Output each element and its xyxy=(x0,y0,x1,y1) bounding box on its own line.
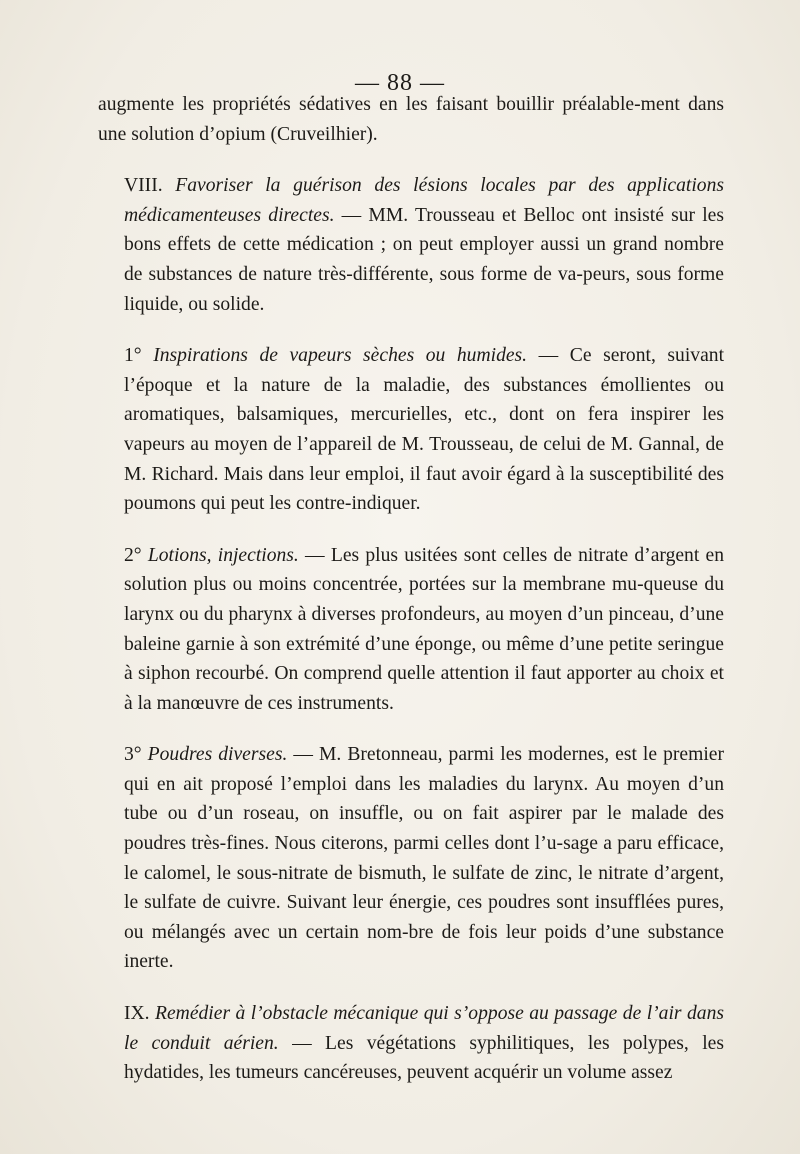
text-run: — Ce seront, suivant l’époque et la nature de la maladie, des substances émollientes ou aromatiques, balsamiques, mercurielles, etc., dont on fera inspirer les vapeurs au moyen de l’appareil de M. Trousseau, de celui de M. Gannal, de M. Richard. Mais dans leur emploi, il faut avoir égard à la susceptibilité des poumons qui peut les contre-indiquer. xyxy=(124,345,725,515)
italic-heading: Remédier à l’obstacle mécanique qui s’oppose au passage de l’air dans le conduit aérien. xyxy=(124,1003,724,1054)
italic-heading: Inspirations de vapeurs sèches ou humides. xyxy=(153,345,528,367)
page-number-header: — 88 — xyxy=(355,70,445,96)
paragraph xyxy=(98,541,724,719)
paragraph xyxy=(98,999,724,1088)
text-run: IX. xyxy=(124,1003,155,1025)
paragraph xyxy=(98,90,724,149)
text-run: augmente les propriétés sédatives en les faisant bouillir préalable-ment dans une solution d’opium (Cruveilhier). xyxy=(98,94,724,145)
paragraph xyxy=(98,740,724,977)
body-text xyxy=(98,90,724,1088)
italic-heading: Favoriser la guérison des lésions locales par des applications médicamenteuses directes. xyxy=(124,175,724,226)
text-run: — Les végétations syphilitiques, les polypes, les hydatides, les tumeurs cancéreuses, peuvent acquérir un volume assez xyxy=(124,1032,724,1084)
text-run: 3° xyxy=(124,744,148,766)
paragraph xyxy=(98,171,724,319)
text-run: — M. Bretonneau, parmi les modernes, est le premier qui en ait proposé l’emploi dans les maladies du larynx. Au moyen d’un tube ou d’un roseau, on insuffle, ou on fait aspirer par le malade des poudres très-fines. Nous citerons, parmi celles dont l’u-sage a paru efficace, le calomel, le sous-nitrate de bismuth, le sulfate de zinc, le nitrate d’argent, le sulfate de cuivre. Suivant leur énergie, ces poudres sont insufflées pures, ou mélangés avec un certain nom-bre de fois leur poids d’une substance inerte. xyxy=(124,744,724,973)
italic-heading: Lotions, injections. xyxy=(147,544,299,566)
text-run: — MM. Trousseau et Belloc ont insisté sur les bons effets de cette médication ; on peut employer aussi un grand nombre de substances de nature très-différente, sous forme de va-peurs, sous forme liquide, ou solide. xyxy=(124,204,724,315)
text-run: 1° xyxy=(124,345,154,367)
italic-heading: Poudres diverses. xyxy=(147,744,288,766)
text-run: — Les plus usitées sont celles de nitrate d’argent en solution plus ou moins concentrée, portées sur la membrane mu-queuse du larynx ou du pharynx à diverses profondeurs, au moyen d’un pinceau, d’une baleine garnie à son extrémité d’une éponge, ou même d’une petite seringue à siphon recourbé. On comprend quelle attention il faut apporter au choix et à la manœuvre de ces instruments. xyxy=(124,544,724,714)
paragraph xyxy=(98,341,724,519)
text-run: VIII. xyxy=(124,175,176,197)
text-run: 2° xyxy=(124,544,148,566)
